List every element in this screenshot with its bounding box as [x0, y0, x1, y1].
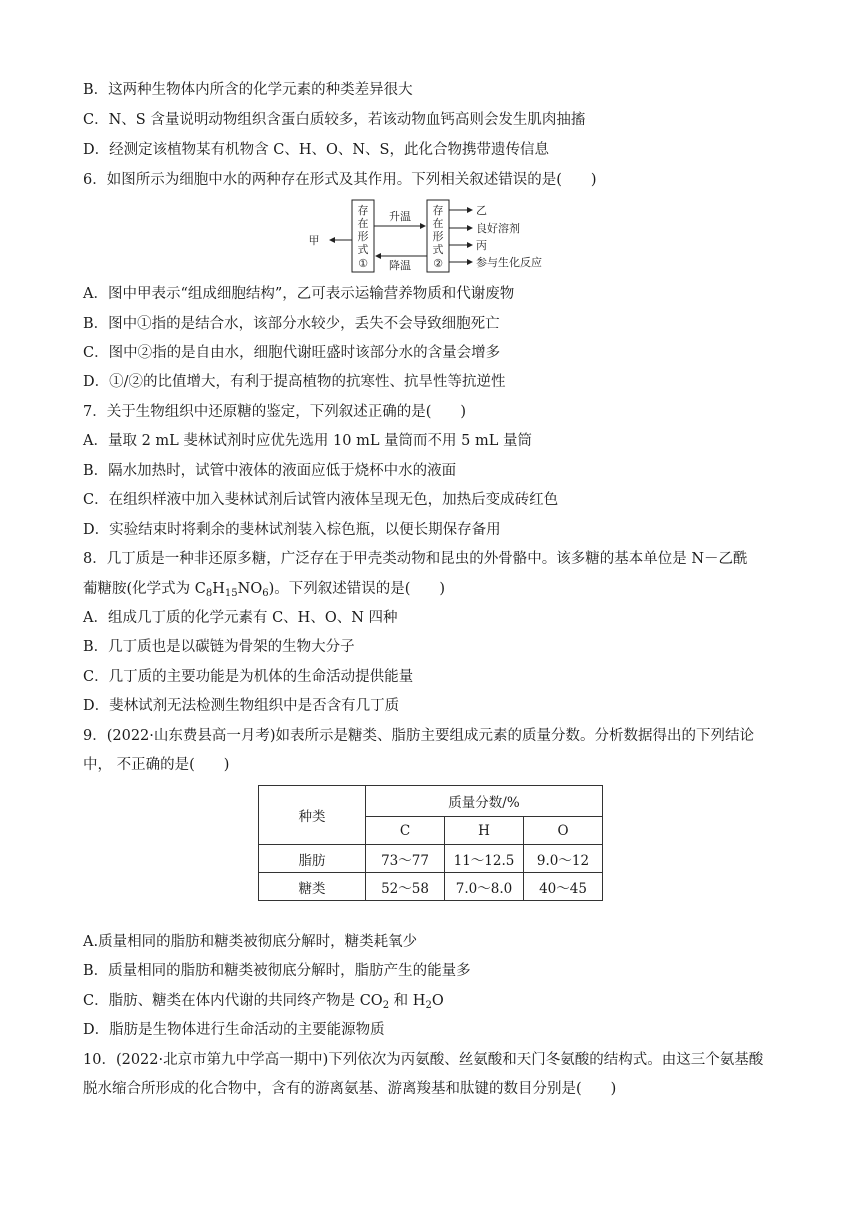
- subscript: 15: [224, 588, 238, 599]
- question-8-option-c: C．几丁质的主要功能是为机体的生命活动提供能量: [83, 669, 414, 685]
- form-2-char: 形: [432, 230, 444, 243]
- cell-c: 52～58: [366, 873, 445, 901]
- question-7-option-c: C．在组织样液中加入斐林试剂后试管内液体呈现无色，加热后变成砖红色: [83, 492, 559, 508]
- subscript: 2: [425, 1000, 432, 1011]
- question-7-option-d: D．实验结束时将剩余的斐林试剂装入棕色瓶，以便长期保存备用: [83, 522, 501, 538]
- form-1-char: ①: [358, 257, 368, 270]
- question-6-option-d: D．①/②的比值增大，有利于提高植物的抗寒性、抗旱性等抗逆性: [83, 374, 506, 390]
- form-2-char: 式: [432, 243, 444, 256]
- jia-label: 甲: [308, 234, 320, 247]
- cool-down-label: 降温: [389, 259, 411, 272]
- form-1-char: 存: [357, 204, 369, 217]
- cell-h: 7.0～8.0: [445, 873, 524, 901]
- text-run: O: [431, 993, 444, 1009]
- header-kind: 种类: [259, 786, 366, 845]
- output-label: 丙: [476, 239, 487, 252]
- question-8-stem-line-2: [83, 579, 445, 599]
- form-1-char: 在: [357, 217, 369, 230]
- question-9-option-c: [83, 991, 444, 1011]
- question-8-stem-line-1: 8．几丁质是一种非还原多糖，广泛存在于甲壳类动物和昆虫的外骨骼中。该多糖的基本单位是 N－乙酰: [83, 551, 748, 567]
- row-name: 脂肪: [259, 845, 366, 873]
- question-8-option-b: B．几丁质也是以碳链为骨架的生物大分子: [83, 639, 355, 655]
- question-5-option-b: B．这两种生物体内所含的化学元素的种类差异很大: [83, 82, 413, 98]
- header-mass-fraction: 质量分数/%: [366, 786, 603, 817]
- subscript: 2: [382, 1000, 390, 1011]
- text-run: C．脂肪、糖类在体内代谢的共同终产物是 CO: [83, 993, 383, 1009]
- question-7-stem: 7．关于生物组织中还原糖的鉴定，下列叙述正确的是( ): [83, 404, 467, 420]
- question-6-option-c: C．图中②指的是自由水，细胞代谢旺盛时该部分水的含量会增多: [83, 345, 501, 361]
- form-2-char: 在: [432, 217, 444, 230]
- question-5-option-d: D．经测定该植物某有机物含 C、H、O、N、S，此化合物携带遗传信息: [83, 142, 549, 158]
- question-6-option-b: B．图中①指的是结合水，该部分水较少，丢失不会导致细胞死亡: [83, 316, 500, 332]
- question-7-option-b: B．隔水加热时，试管中液体的液面应低于烧杯中水的液面: [83, 463, 457, 479]
- question-7-option-a: A．量取 2 mL 斐林试剂时应优先选用 10 mL 量筒而不用 5 mL 量筒: [83, 433, 532, 449]
- subscript: 8: [205, 588, 213, 599]
- output-label: 参与生化反应: [476, 256, 542, 269]
- header-c: C: [366, 817, 445, 845]
- element-mass-fraction-table: [258, 785, 603, 901]
- form-2-char: 存: [432, 204, 444, 217]
- question-9-option-d: D．脂肪是生物体进行生命活动的主要能源物质: [83, 1022, 385, 1038]
- text-run: H: [212, 581, 225, 597]
- question-6-option-a: A．图中甲表示“组成细胞结构”，乙可表示运输营养物质和代谢废物: [83, 286, 515, 302]
- water-forms-diagram: [300, 196, 570, 276]
- text-run: 葡糖胺(化学式为 C: [83, 581, 206, 597]
- text-run: )。下列叙述错误的是( ): [268, 581, 446, 597]
- question-10-stem-line-2: 脱水缩合所形成的化合物中，含有的游离氨基、游离羧基和肽键的数目分别是( ): [83, 1081, 617, 1097]
- cell-h: 11～12.5: [445, 845, 524, 873]
- question-10-stem-line-1: 10．(2022·北京市第九中学高一期中)下列依次为丙氨酸、丝氨酸和天门冬氨酸的结构式。由这三个氨基酸: [83, 1052, 764, 1068]
- header-o: O: [524, 817, 603, 845]
- question-5-option-c: C．N、S 含量说明动物组织含蛋白质较多，若该动物血钙高则会发生肌肉抽搐: [83, 112, 586, 128]
- question-9-option-b: B．质量相同的脂肪和糖类被彻底分解时，脂肪产生的能量多: [83, 963, 471, 979]
- table-row: [259, 845, 603, 873]
- cell-c: 73～77: [366, 845, 445, 873]
- form-1-char: 式: [357, 243, 369, 256]
- form-1-char: 形: [357, 230, 369, 243]
- question-9-stem-line-2: 中， 不正确的是( ): [83, 757, 230, 773]
- heat-up-label: 升温: [389, 210, 411, 223]
- question-8-option-d: D．斐林试剂无法检测生物组织中是否含有几丁质: [83, 698, 400, 714]
- cell-o: 40～45: [524, 873, 603, 901]
- cell-o: 9.0～12: [524, 845, 603, 873]
- form-2-char: ②: [433, 257, 443, 270]
- output-label: 乙: [476, 204, 487, 217]
- row-name: 糖类: [259, 873, 366, 901]
- text-run: 和 H: [389, 993, 426, 1009]
- question-6-stem: 6．如图所示为细胞中水的两种存在形式及其作用。下列相关叙述错误的是( ): [83, 172, 597, 188]
- question-8-option-a: A．组成几丁质的化学元素有 C、H、O、N 四种: [83, 610, 398, 626]
- text-run: NO: [237, 581, 263, 597]
- question-9-stem-line-1: 9．(2022·山东费县高一月考)如表所示是糖类、脂肪主要组成元素的质量分数。分析数据得出的下列结论: [83, 728, 755, 744]
- subscript: 6: [262, 588, 269, 599]
- header-h: H: [445, 817, 524, 845]
- output-label: 良好溶剂: [476, 222, 520, 235]
- table-row: [259, 873, 603, 901]
- question-9-option-a: A.质量相同的脂肪和糖类被彻底分解时，糖类耗氧少: [83, 934, 418, 950]
